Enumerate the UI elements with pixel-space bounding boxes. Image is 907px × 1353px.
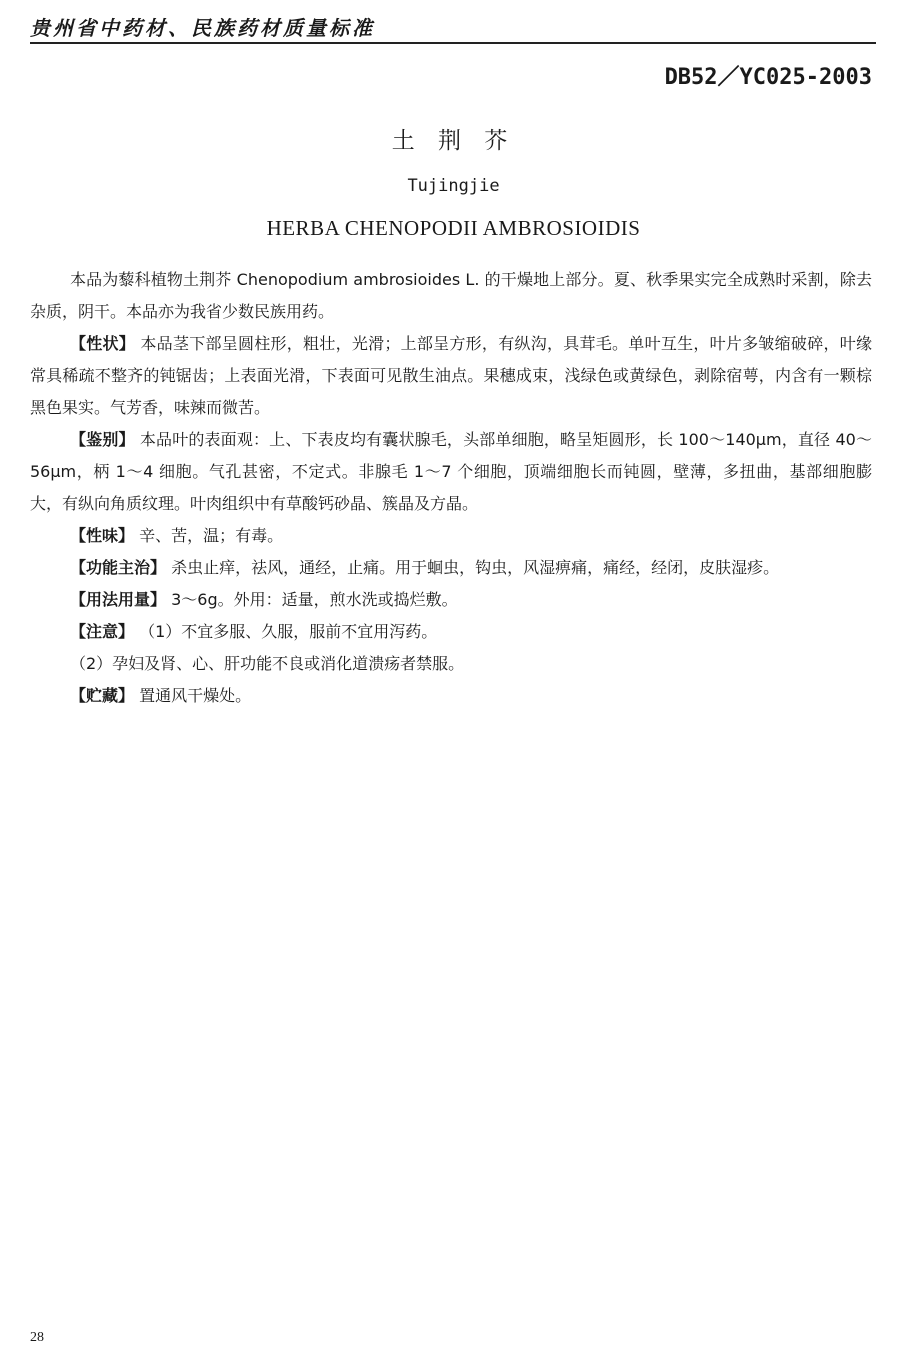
storage-label: 【贮藏】: [70, 686, 135, 705]
page-number: 28: [30, 1330, 44, 1345]
nature-text: 辛、苦，温；有毒。: [134, 526, 284, 545]
monograph-body: [30, 264, 872, 712]
character-label: 【性状】: [70, 334, 136, 353]
function-text: 杀虫止痒，祛风，通经，止痛。用于蛔虫，钩虫，风湿痹痛，痛经，经闭，皮肤湿疹。: [166, 558, 780, 577]
intro-paragraph: 本品为藜科植物土荆芥 Chenopodium ambrosioides L. 的干燥地上部分。夏、秋季果实完全成熟时采割，除去杂质，阴干。本品亦为我省少数民族用药。: [30, 270, 872, 321]
caution-paragraph-2: （2）孕妇及肾、心、肝功能不良或消化道溃疡者禁服。: [70, 654, 465, 673]
usage-label: 【用法用量】: [70, 590, 167, 609]
function-paragraph: [30, 552, 872, 584]
header-title: 贵州省中药材、民族药材质量标准: [30, 16, 375, 40]
nature-paragraph: [30, 520, 872, 552]
character-paragraph: [30, 328, 872, 424]
title-pinyin: Tujingjie: [407, 176, 500, 196]
title-chinese: 土 荆 芥: [391, 128, 516, 154]
usage-paragraph: [30, 584, 872, 616]
standard-code: DB52／YC025-2003: [664, 65, 872, 90]
character-text: 本品茎下部呈圆柱形，粗壮，光滑；上部呈方形，有纵沟，具茸毛。单叶互生，叶片多皱缩破碎，叶缘常具稀疏不整齐的钝锯齿；上表面光滑，下表面可见散生油点。果穗成束，浅绿色或黄绿色，剥除宿萼，内含有一颗棕黑色果实。气芳香，味辣而微苦。: [30, 334, 872, 417]
title-latin: HERBA CHENOPODII AMBROSIOIDIS: [266, 216, 641, 240]
identification-label: 【鉴别】: [70, 430, 135, 449]
usage-text: 3～6g。外用：适量，煎水洗或捣烂敷。: [166, 590, 458, 609]
running-header: [30, 10, 876, 44]
identification-paragraph: [30, 424, 872, 520]
caution-text: （1）不宜多服、久服，服前不宜用泻药。: [134, 622, 438, 641]
caution-label: 【注意】: [70, 622, 135, 641]
function-label: 【功能主治】: [70, 558, 167, 577]
storage-text: 置通风干燥处。: [134, 686, 252, 705]
identification-text: 本品叶的表面观：上、下表皮均有囊状腺毛，头部单细胞，略呈矩圆形，长 100～140μm，直径 40～56μm，柄 1～4 细胞。气孔甚密，不定式。非腺毛 1～7 个细胞，顶端细胞长而钝圆，壁薄，多扭曲，基部细胞膨大，有纵向角质纹理。叶肉组织中有草酸钙砂晶、簇晶及方晶。: [30, 430, 872, 513]
nature-label: 【性味】: [70, 526, 135, 545]
storage-paragraph: [30, 680, 872, 712]
caution-paragraph: [30, 616, 872, 648]
